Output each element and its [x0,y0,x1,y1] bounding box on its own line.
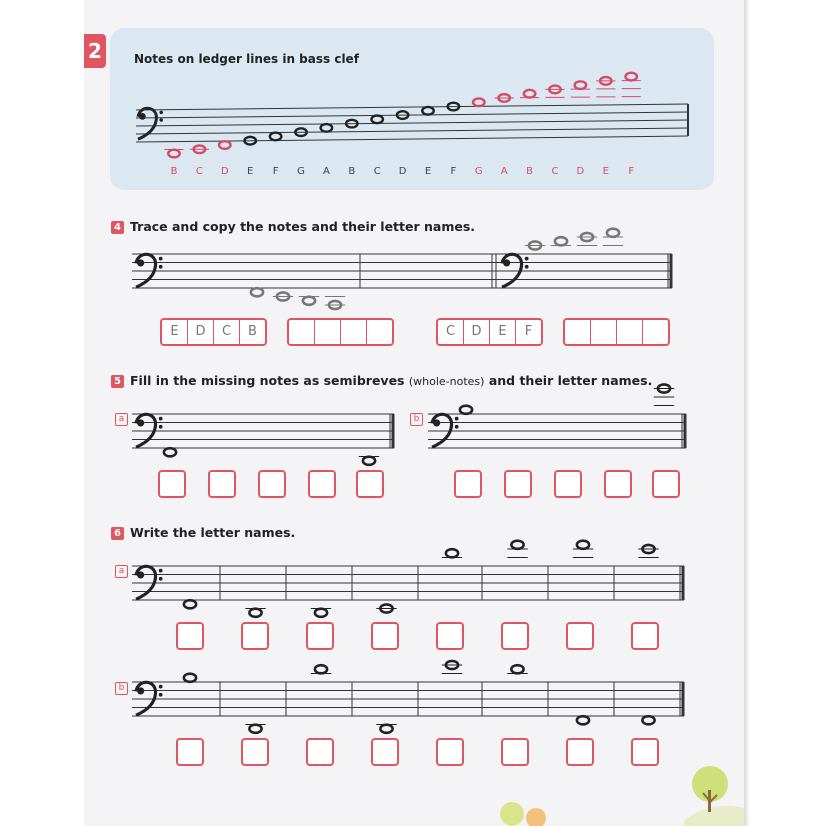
copy-cell[interactable] [289,320,315,344]
tree-decoration-icon [494,798,554,826]
answer-box[interactable] [454,470,482,498]
reference-note [164,150,183,158]
answer-box[interactable] [308,470,336,498]
reference-letter: B [348,166,356,177]
q4-text: Trace and copy the notes and their letter names. [130,219,476,234]
reference-note [473,98,485,106]
page-edge [744,0,750,826]
semibreve-note [422,107,434,115]
reference-staff [132,90,692,190]
semibreve-note [642,716,654,724]
answer-box[interactable] [436,622,464,650]
reference-note [520,90,539,98]
semibreve-note [507,541,527,558]
semibreve-note [577,233,597,246]
q6-text: Write the letter names. [130,525,296,540]
reference-note [219,141,231,149]
reference-note [596,77,615,97]
semibreve-note [545,86,564,98]
semibreve-note [520,90,539,98]
answer-box[interactable] [241,738,269,766]
q4-trace-box-1[interactable] [160,318,267,346]
q6a-staff [132,536,692,616]
semibreve-note [184,600,196,608]
q4-staff [132,240,692,320]
answer-box[interactable] [158,470,186,498]
semibreve-note [245,725,265,733]
answer-box[interactable] [258,470,286,498]
answer-box[interactable] [306,738,334,766]
semibreve-note [376,604,396,612]
answer-box[interactable] [356,470,384,498]
copy-cell[interactable] [591,320,617,344]
staff-line [136,120,688,126]
semibreve-note [551,237,571,245]
staff-line [136,112,688,118]
answer-box[interactable] [176,738,204,766]
semibreve-note [603,229,623,246]
reference-letter: F [628,166,635,177]
staff-line [136,104,688,110]
answer-box[interactable] [504,470,532,498]
answer-box[interactable] [371,622,399,650]
semibreve-note [270,133,282,141]
semibreve-note [273,292,293,300]
semibreve-note [371,115,383,123]
semibreve-note [325,297,345,310]
q5-sub-a: a [115,413,128,426]
q6-sub-b: b [115,682,128,695]
answer-box[interactable] [176,622,204,650]
staff-line [136,136,688,142]
page-number-tab: 2 [84,34,106,68]
q4-trace-box-2[interactable] [436,318,543,346]
semibreve-note [596,77,615,97]
semibreve-note [571,81,590,97]
copy-cell[interactable] [315,320,341,344]
semibreve-note [442,661,462,674]
semibreve-note [321,124,333,132]
bass-clef-icon [138,108,163,139]
semibreve-note [442,549,462,557]
q6-sub-a: a [115,565,128,578]
trace-letter: F [524,324,533,339]
copy-cell[interactable] [341,320,367,344]
trace-letter: D [464,320,490,344]
reference-letter: G [474,166,483,177]
reference-letter: D [220,166,229,177]
trace-letter: E [490,320,516,344]
reference-letter: D [398,166,407,177]
trace-letter: E [162,320,188,344]
semibreve-note [311,609,331,617]
semibreve-note [376,725,396,733]
q5-number: 5 [111,375,124,388]
answer-box[interactable] [631,738,659,766]
semibreve-note [299,297,319,305]
trace-letter: B [248,324,257,339]
reference-note [321,124,333,132]
semibreve-note [577,716,589,724]
answer-box[interactable] [554,470,582,498]
reference-letter: A [322,166,330,177]
semibreve-note [495,94,514,102]
q6-number: 6 [111,527,124,540]
reference-note [622,73,641,97]
reference-letter: F [272,166,279,177]
trace-letter: C [438,320,464,344]
answer-box[interactable] [501,622,529,650]
reference-note [571,81,590,97]
semibreve-note [245,609,265,617]
copy-cell[interactable] [643,320,668,344]
copy-cell[interactable] [565,320,591,344]
semibreve-note [622,73,641,97]
trace-letter: D [188,320,214,344]
answer-box[interactable] [241,622,269,650]
answer-box[interactable] [631,622,659,650]
reference-box [110,28,714,190]
workbook-page [84,0,744,826]
answer-box[interactable] [604,470,632,498]
reference-letter: E [602,166,609,177]
trace-letter: C [214,320,240,344]
reference-letter: F [450,166,457,177]
reference-letter: E [247,166,254,177]
reference-box-title: Notes on ledger lines in bass clef [134,52,359,66]
q4-number: 4 [111,221,124,234]
semibreve-note [311,665,331,673]
q6b-staff [132,652,692,732]
reference-letter: B [170,166,178,177]
q5-sub-b: b [410,413,423,426]
q4-copy-box-1[interactable] [287,318,394,346]
semibreve-note [184,674,196,682]
reference-letter: D [576,166,585,177]
semibreve-note [359,457,379,465]
tree-decoration-icon [684,760,744,826]
reference-letter: B [526,166,534,177]
reference-note [545,86,564,98]
q5-text-small: (whole-notes) [408,375,485,388]
q5b-staff [428,382,698,472]
q5-text: Fill in the missing notes as semibreves [130,373,405,388]
semibreve-note [164,150,183,158]
reference-letter: C [551,166,559,177]
reference-note [495,94,514,102]
reference-letter: A [500,166,508,177]
reference-letter: G [297,166,305,177]
answer-box[interactable] [566,622,594,650]
semibreve-note [507,665,527,673]
semibreve-note [251,288,263,296]
reference-note [270,133,282,141]
reference-letter: C [373,166,381,177]
reference-letter: C [195,166,203,177]
answer-box[interactable] [371,738,399,766]
answer-box[interactable] [501,738,529,766]
semibreve-note [573,541,593,558]
answer-box[interactable] [436,738,464,766]
answer-box[interactable] [652,470,680,498]
semibreve-note [654,384,674,405]
q5a-staff [132,392,402,472]
semibreve-note [190,145,209,153]
q4-copy-box-2[interactable] [563,318,670,346]
answer-box[interactable] [306,622,334,650]
q4-heading [111,219,475,234]
copy-cell[interactable] [367,320,392,344]
semibreve-note [460,406,472,414]
staff-line [136,128,688,134]
reference-note [422,107,434,115]
copy-cell[interactable] [617,320,643,344]
reference-note [371,115,383,123]
semibreve-note [219,141,231,149]
semibreve-note [638,545,658,558]
reference-letter: E [424,166,432,177]
semibreve-note [164,448,176,456]
answer-box[interactable] [208,470,236,498]
answer-box[interactable] [566,738,594,766]
q5-text-end: and their letter names. [488,373,653,388]
reference-note [190,145,209,153]
semibreve-note [473,98,485,106]
semibreve-note [525,241,545,249]
